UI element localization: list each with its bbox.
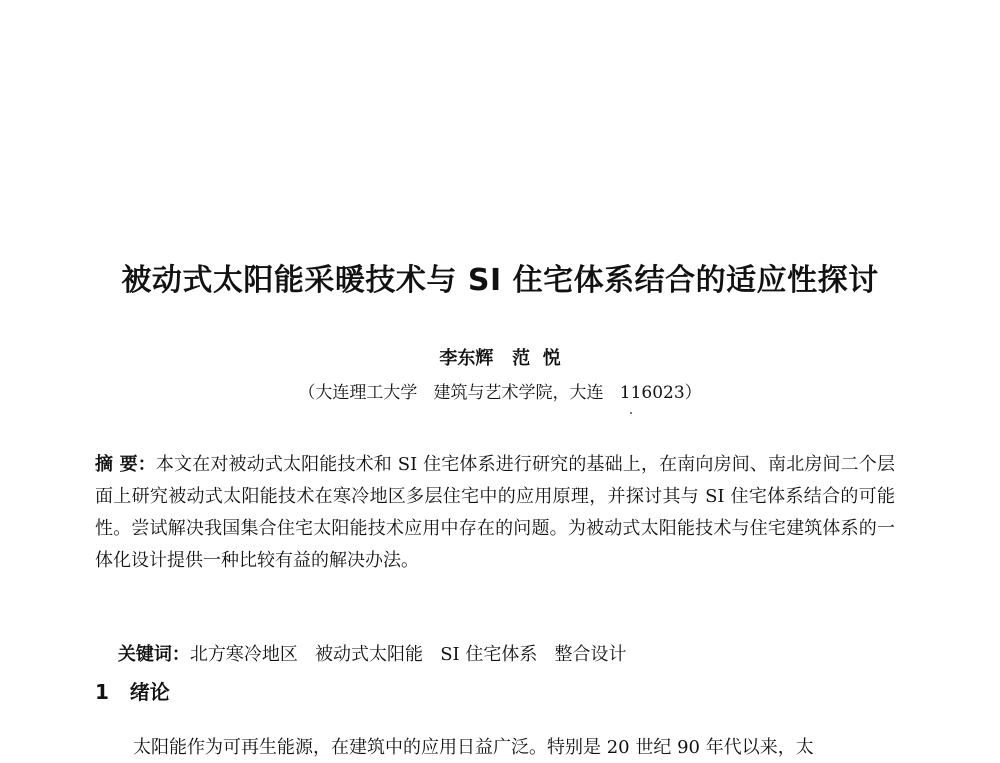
author-affiliation: （大连理工大学 建筑与艺术学院，大连 116023）: [298, 383, 702, 403]
author-names: 李东辉 范 悦: [439, 348, 561, 369]
abstract-block: [95, 449, 895, 577]
abstract-text: 本文在对被动式太阳能技术和 SI 住宅体系进行研究的基础上，在南向房间、南北房间二个层面上研究被动式太阳能技术在寒冷地区多层住宅中的应用原理，并探讨其与 SI 住宅体系结合的可能性。尝试解决我国集合住宅太阳能技术应用中存在的问题。为被动式太阳能技术与住宅建筑体系的一体化设计提供一种比较有益的解决办法。: [95, 454, 895, 571]
keywords-block: [95, 610, 895, 700]
scan-speck: [630, 412, 632, 414]
keywords-label: 关键词：: [117, 644, 190, 665]
section-heading: 1 绪论: [95, 680, 170, 704]
paper-title: 被动式太阳能采暖技术与 SI 住宅体系结合的适应性探讨: [121, 263, 879, 298]
body-paragraph: 太阳能作为可再生能源，在建筑中的应用日益广泛。特别是 20 世纪 90 年代以来，太: [133, 737, 814, 758]
keywords-text: 北方寒冷地区 被动式太阳能 SI 住宅体系 整合设计: [189, 644, 627, 665]
abstract-label: 摘 要：: [95, 454, 156, 475]
